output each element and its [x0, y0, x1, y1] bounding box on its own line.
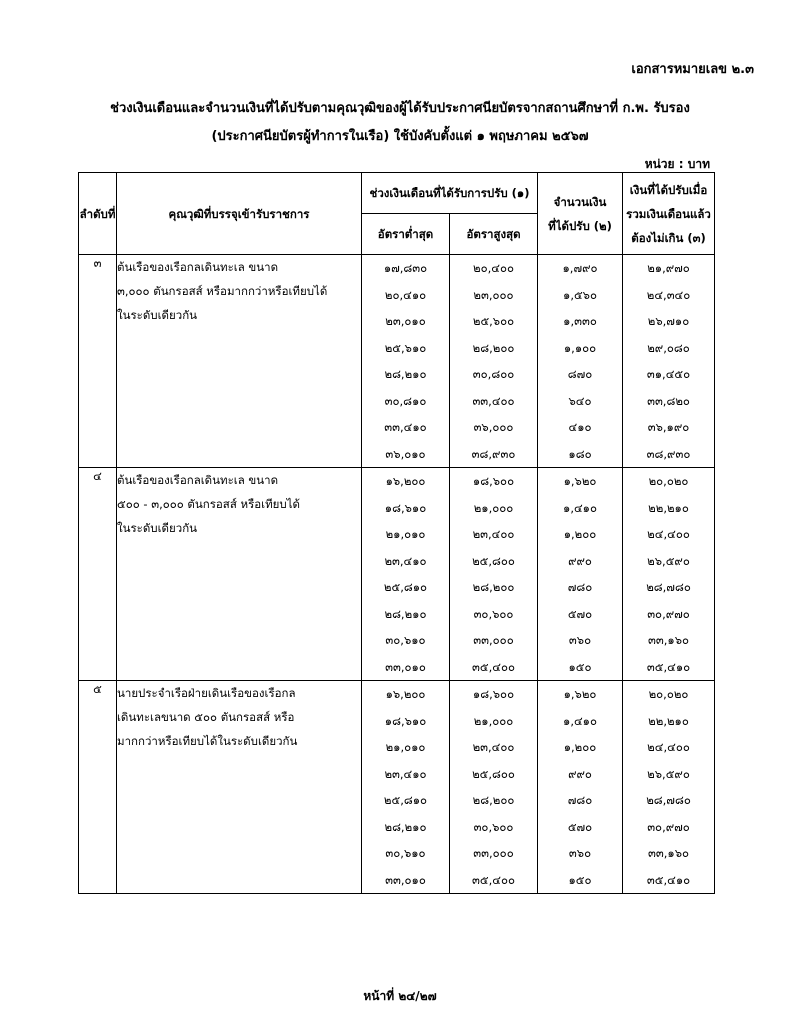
max-value: ๒๕,๘๐๐ [472, 553, 515, 568]
header-qualification: คุณวุฒิที่บรรจุเข้ารับราชการ [117, 173, 362, 255]
adjust-value: ๗๘๐ [567, 793, 593, 807]
min-value: ๒๘,๒๑๐ [384, 819, 427, 834]
salary-table [78, 172, 715, 894]
adjust-value: ๑,๓๓๐ [563, 314, 597, 328]
adjust-value: ๑๕๐ [568, 659, 592, 674]
min-value: ๒๕,๘๑๐ [383, 793, 428, 807]
qualification-line: ต้นเรือของเรือกลเดินทะเล ขนาด [117, 473, 279, 487]
max-value: ๒๕,๖๐๐ [472, 314, 515, 328]
header-adjust-amount [538, 173, 623, 255]
qualification-line: ในระดับเดียวกัน [117, 308, 198, 323]
cap-value: ๒๔,๓๔๐ [646, 287, 691, 302]
min-value: ๒๕,๖๑๐ [384, 340, 427, 355]
adjust-value: ๑,๒๐๐ [563, 740, 597, 754]
row-min-values [362, 468, 450, 681]
max-value: ๒๘,๒๐๐ [472, 793, 515, 807]
min-value: ๒๐,๔๑๐ [384, 287, 427, 302]
header-cap-line-3: ต้องไม่เกิน (๓) [631, 230, 706, 245]
qualification-line: ต้นเรือของเรือกลเดินทะเล ขนาด [117, 260, 279, 274]
min-value: ๑๖,๒๐๐ [385, 687, 426, 701]
qualification-line: ๓,๐๐๐ ตันกรอสส์ หรือมากกว่าหรือเทียบได้ [117, 284, 328, 299]
title-line-1: ช่วงเงินเดือนและจำนวนเงินที่ได้ปรับตามคุณวุฒิของผู้ได้รับประกาศนียบัตรจากสถานศึกษาที่ ก.พ. รับรอง [110, 101, 690, 116]
row-qualification [117, 255, 362, 468]
adjust-value: ๖๔๐ [568, 393, 592, 408]
cap-value: ๓๐,๙๗๐ [647, 819, 690, 834]
title-line-2: (ประกาศนียบัตรผู้ทำการในเรือ) ใช้บังคับตั้งแต่ ๑ พฤษภาคม ๒๕๖๗ [211, 129, 589, 144]
min-value: ๒๕,๘๑๐ [383, 580, 428, 594]
adjust-value: ๑,๒๐๐ [563, 527, 597, 541]
row-adjust-values [538, 255, 623, 468]
adjust-value: ๙๙๐ [568, 553, 592, 568]
min-value: ๒๓,๐๑๐ [385, 314, 426, 328]
min-value: ๓๓,๔๑๐ [384, 420, 427, 434]
header-cap-line-1: เงินที่ได้ปรับเมื่อ [629, 182, 708, 197]
adjust-value: ๓๖๐ [568, 633, 592, 647]
row-seq: ๕ [79, 681, 117, 894]
header-cap-line-2: รวมเงินเดือนแล้ว [626, 206, 711, 221]
cap-value: ๒๖,๗๑๐ [647, 314, 690, 328]
cap-value: ๒๐,๐๒๐ [648, 474, 689, 488]
max-value: ๒๑,๐๐๐ [473, 713, 514, 728]
row-cap-values [623, 255, 715, 468]
min-value: ๒๓,๔๑๐ [384, 766, 427, 781]
row-cap-values [623, 468, 715, 681]
cap-value: ๓๕,๔๑๐ [646, 872, 691, 887]
adjust-value: ๑,๑๐๐ [563, 340, 597, 355]
adjust-value: ๓๖๐ [568, 846, 592, 860]
row-qualification [117, 468, 362, 681]
min-value: ๑๘,๖๑๐ [384, 713, 427, 728]
max-value: ๑๘,๖๐๐ [472, 474, 515, 488]
cap-value: ๓๘,๙๓๐ [646, 446, 691, 461]
row-max-values [450, 681, 538, 894]
min-value: ๓๓,๐๑๐ [385, 659, 426, 674]
row-adjust-values [538, 681, 623, 894]
row-qualification [117, 681, 362, 894]
max-value: ๓๕,๔๐๐ [472, 659, 515, 674]
row-adjust-values [538, 468, 623, 681]
qualification-line: นายประจำเรือฝ่ายเดินเรือของเรือกล [117, 686, 296, 700]
qualification-line: มากกว่าหรือเทียบได้ในระดับเดียวกัน [117, 734, 298, 749]
adjust-value: ๑๘๐ [568, 446, 592, 461]
max-value: ๑๘,๖๐๐ [472, 687, 515, 701]
adjust-value: ๑,๖๒๐ [563, 474, 597, 488]
adjust-value: ๑๕๐ [568, 872, 592, 887]
adjust-value: ๑,๖๒๐ [563, 687, 597, 701]
max-value: ๒๘,๒๐๐ [472, 340, 515, 355]
max-value: ๒๕,๘๐๐ [472, 766, 515, 781]
max-value: ๒๘,๒๐๐ [472, 580, 515, 594]
cap-value: ๒๒,๒๑๐ [648, 713, 689, 728]
header-adjust-line-2: ที่ได้ปรับ (๒) [548, 218, 612, 233]
adjust-value: ๗๘๐ [567, 580, 593, 594]
adjust-value: ๑,๕๖๐ [563, 287, 597, 302]
adjust-value: ๕๗๐ [567, 819, 593, 834]
cap-value: ๒๖,๕๙๐ [647, 766, 690, 781]
qualification-line: ๕๐๐ - ๓,๐๐๐ ตันกรอสส์ หรือเทียบได้ [117, 497, 300, 512]
cap-value: ๒๖,๕๙๐ [647, 553, 690, 568]
cap-value: ๓๓,๑๖๐ [648, 633, 690, 647]
unit-label: หน่วย : บาท [644, 157, 710, 171]
cap-value: ๒๘,๗๘๐ [646, 793, 691, 807]
min-value: ๓๐,๘๑๐ [384, 393, 427, 408]
row-min-values [362, 681, 450, 894]
max-value: ๓๕,๔๐๐ [472, 872, 515, 887]
header-adjust-line-1: จำนวนเงิน [553, 194, 607, 209]
max-value: ๒๓,๔๐๐ [472, 527, 515, 541]
adjust-value: ๘๗๐ [567, 367, 593, 381]
min-value: ๒๓,๔๑๐ [384, 553, 427, 568]
header-cap [623, 173, 715, 255]
cap-value: ๒๔,๔๐๐ [647, 527, 690, 541]
row-max-values [450, 255, 538, 468]
min-value: ๑๖,๒๐๐ [385, 474, 426, 488]
qualification-line: เดินทะเลขนาด ๕๐๐ ตันกรอสส์ หรือ [117, 710, 295, 725]
table-row [79, 681, 715, 894]
cap-value: ๓๓,๘๒๐ [647, 393, 690, 408]
min-value: ๑๘,๖๑๐ [384, 500, 427, 515]
max-value: ๓๓,๔๐๐ [472, 393, 515, 408]
table-row [79, 468, 715, 681]
adjust-value: ๔๑๐ [568, 420, 592, 434]
row-cap-values [623, 681, 715, 894]
adjust-value: ๑,๗๙๐ [562, 261, 598, 275]
header-seq: ลำดับที่ [79, 173, 117, 255]
max-value: ๒๓,๔๐๐ [472, 740, 515, 754]
min-value: ๓๖,๐๑๐ [385, 446, 426, 461]
max-value: ๒๓,๐๐๐ [473, 287, 514, 302]
max-value: ๓๐,๖๐๐ [473, 819, 514, 834]
min-value: ๓๓,๐๑๐ [385, 872, 426, 887]
max-value: ๓๓,๐๐๐ [473, 846, 514, 860]
min-value: ๒๑,๐๑๐ [385, 740, 426, 754]
min-value: ๑๗,๘๓๐ [383, 261, 428, 275]
adjust-value: ๕๗๐ [567, 606, 593, 621]
document-reference: เอกสารหมายเลข ๒.๓ [631, 62, 754, 77]
row-seq: ๔ [79, 468, 117, 681]
cap-value: ๒๐,๐๒๐ [648, 687, 689, 701]
max-value: ๓๐,๘๐๐ [472, 367, 515, 381]
cap-value: ๒๒,๒๑๐ [648, 500, 689, 515]
min-value: ๒๘,๒๑๐ [384, 367, 427, 381]
page-number: หน้าที่ ๒๔/๒๗ [363, 989, 437, 1003]
header-salary-range: ช่วงเงินเดือนที่ได้รับการปรับ (๑) [362, 173, 538, 214]
max-value: ๓๓,๐๐๐ [473, 633, 514, 647]
min-value: ๓๐,๖๑๐ [385, 846, 426, 860]
adjust-value: ๙๙๐ [568, 766, 592, 781]
cap-value: ๓๕,๔๑๐ [646, 659, 691, 674]
max-value: ๓๐,๖๐๐ [473, 606, 514, 621]
cap-value: ๒๙,๐๘๐ [647, 340, 690, 355]
max-value: ๒๑,๐๐๐ [473, 500, 514, 515]
cap-value: ๓๓,๑๖๐ [648, 846, 690, 860]
min-value: ๓๐,๖๑๐ [385, 633, 426, 647]
max-value: ๓๘,๙๓๐ [471, 446, 516, 461]
adjust-value: ๑,๔๑๐ [563, 500, 597, 515]
cap-value: ๒๔,๔๐๐ [647, 740, 690, 754]
max-value: ๓๖,๐๐๐ [473, 420, 514, 434]
cap-value: ๓๐,๙๗๐ [647, 606, 690, 621]
min-value: ๒๘,๒๑๐ [384, 606, 427, 621]
min-value: ๒๑,๐๑๐ [385, 527, 426, 541]
header-min-rate: อัตราต่ำสุด [362, 214, 450, 255]
table-row [79, 255, 715, 468]
cap-value: ๓๑,๔๕๐ [646, 367, 691, 381]
cap-value: ๒๘,๗๘๐ [646, 580, 691, 594]
row-seq: ๓ [79, 255, 117, 468]
row-max-values [450, 468, 538, 681]
row-min-values [362, 255, 450, 468]
max-value: ๒๐,๔๐๐ [473, 261, 514, 275]
adjust-value: ๑,๔๑๐ [563, 713, 597, 728]
cap-value: ๒๑,๙๗๐ [647, 261, 690, 275]
qualification-line: ในระดับเดียวกัน [117, 521, 198, 536]
header-max-rate: อัตราสูงสุด [450, 214, 538, 255]
cap-value: ๓๖,๑๙๐ [647, 420, 690, 434]
